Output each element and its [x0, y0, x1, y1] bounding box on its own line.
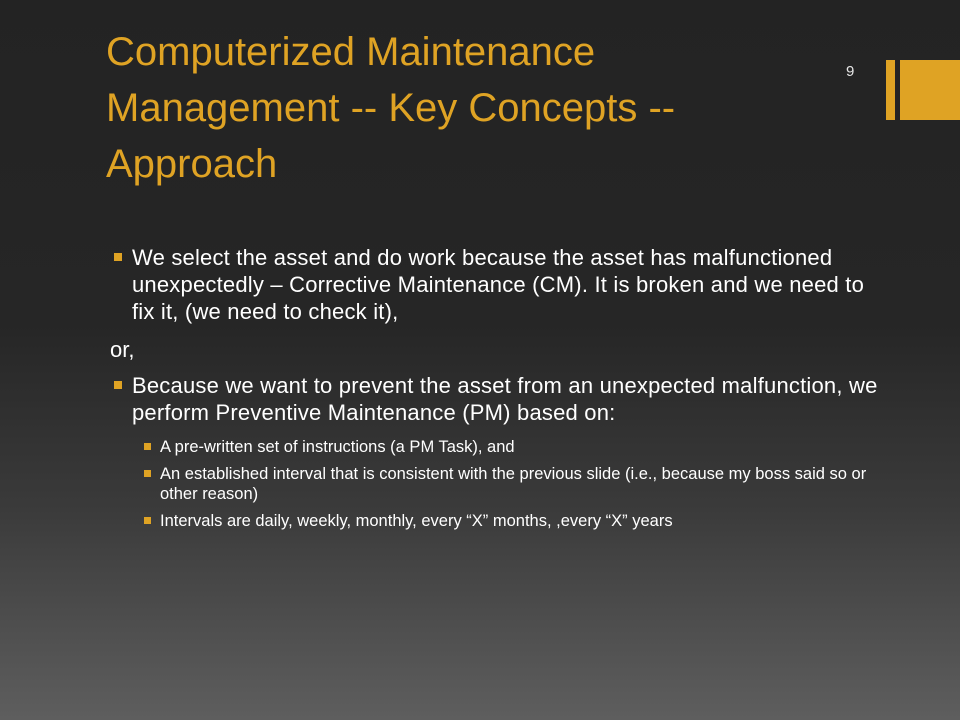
bullet-text: Because we want to prevent the asset from an unexpected malfunction, we perform Preventive Maintenance (PM) based on:: [132, 373, 878, 425]
square-bullet-icon: [144, 470, 151, 477]
sub-bullet-item: [110, 511, 890, 531]
bullet-item: [110, 244, 890, 325]
square-bullet-icon: [114, 253, 122, 261]
sub-bullet-item: [110, 437, 890, 457]
bullet-item: [110, 372, 890, 426]
bullet-text: We select the asset and do work because the asset has malfunctioned unexpectedly – Corrective Maintenance (CM). It is broken and we need to fix it, (we need to check it),: [132, 245, 865, 324]
square-bullet-icon: [144, 443, 151, 450]
square-bullet-icon: [144, 517, 151, 524]
slide-number: 9: [846, 63, 855, 80]
square-bullet-icon: [114, 381, 122, 389]
accent-bar-thin: [886, 60, 895, 120]
accent-bar-block: [900, 60, 960, 120]
sub-bullet-text: Intervals are daily, weekly, monthly, every “X” months, ,every “X” years: [160, 512, 673, 530]
slide-body: [110, 244, 890, 538]
connector-text: or,: [110, 337, 135, 362]
sub-bullet-text: An established interval that is consistent with the previous slide (i.e., because my boss said so or other reason): [160, 465, 867, 503]
sub-bullet-item: [110, 464, 890, 504]
sub-bullet-text: A pre-written set of instructions (a PM Task), and: [160, 438, 515, 456]
slide-title: Computerized Maintenance Management -- Key Concepts -- Approach: [106, 30, 676, 186]
